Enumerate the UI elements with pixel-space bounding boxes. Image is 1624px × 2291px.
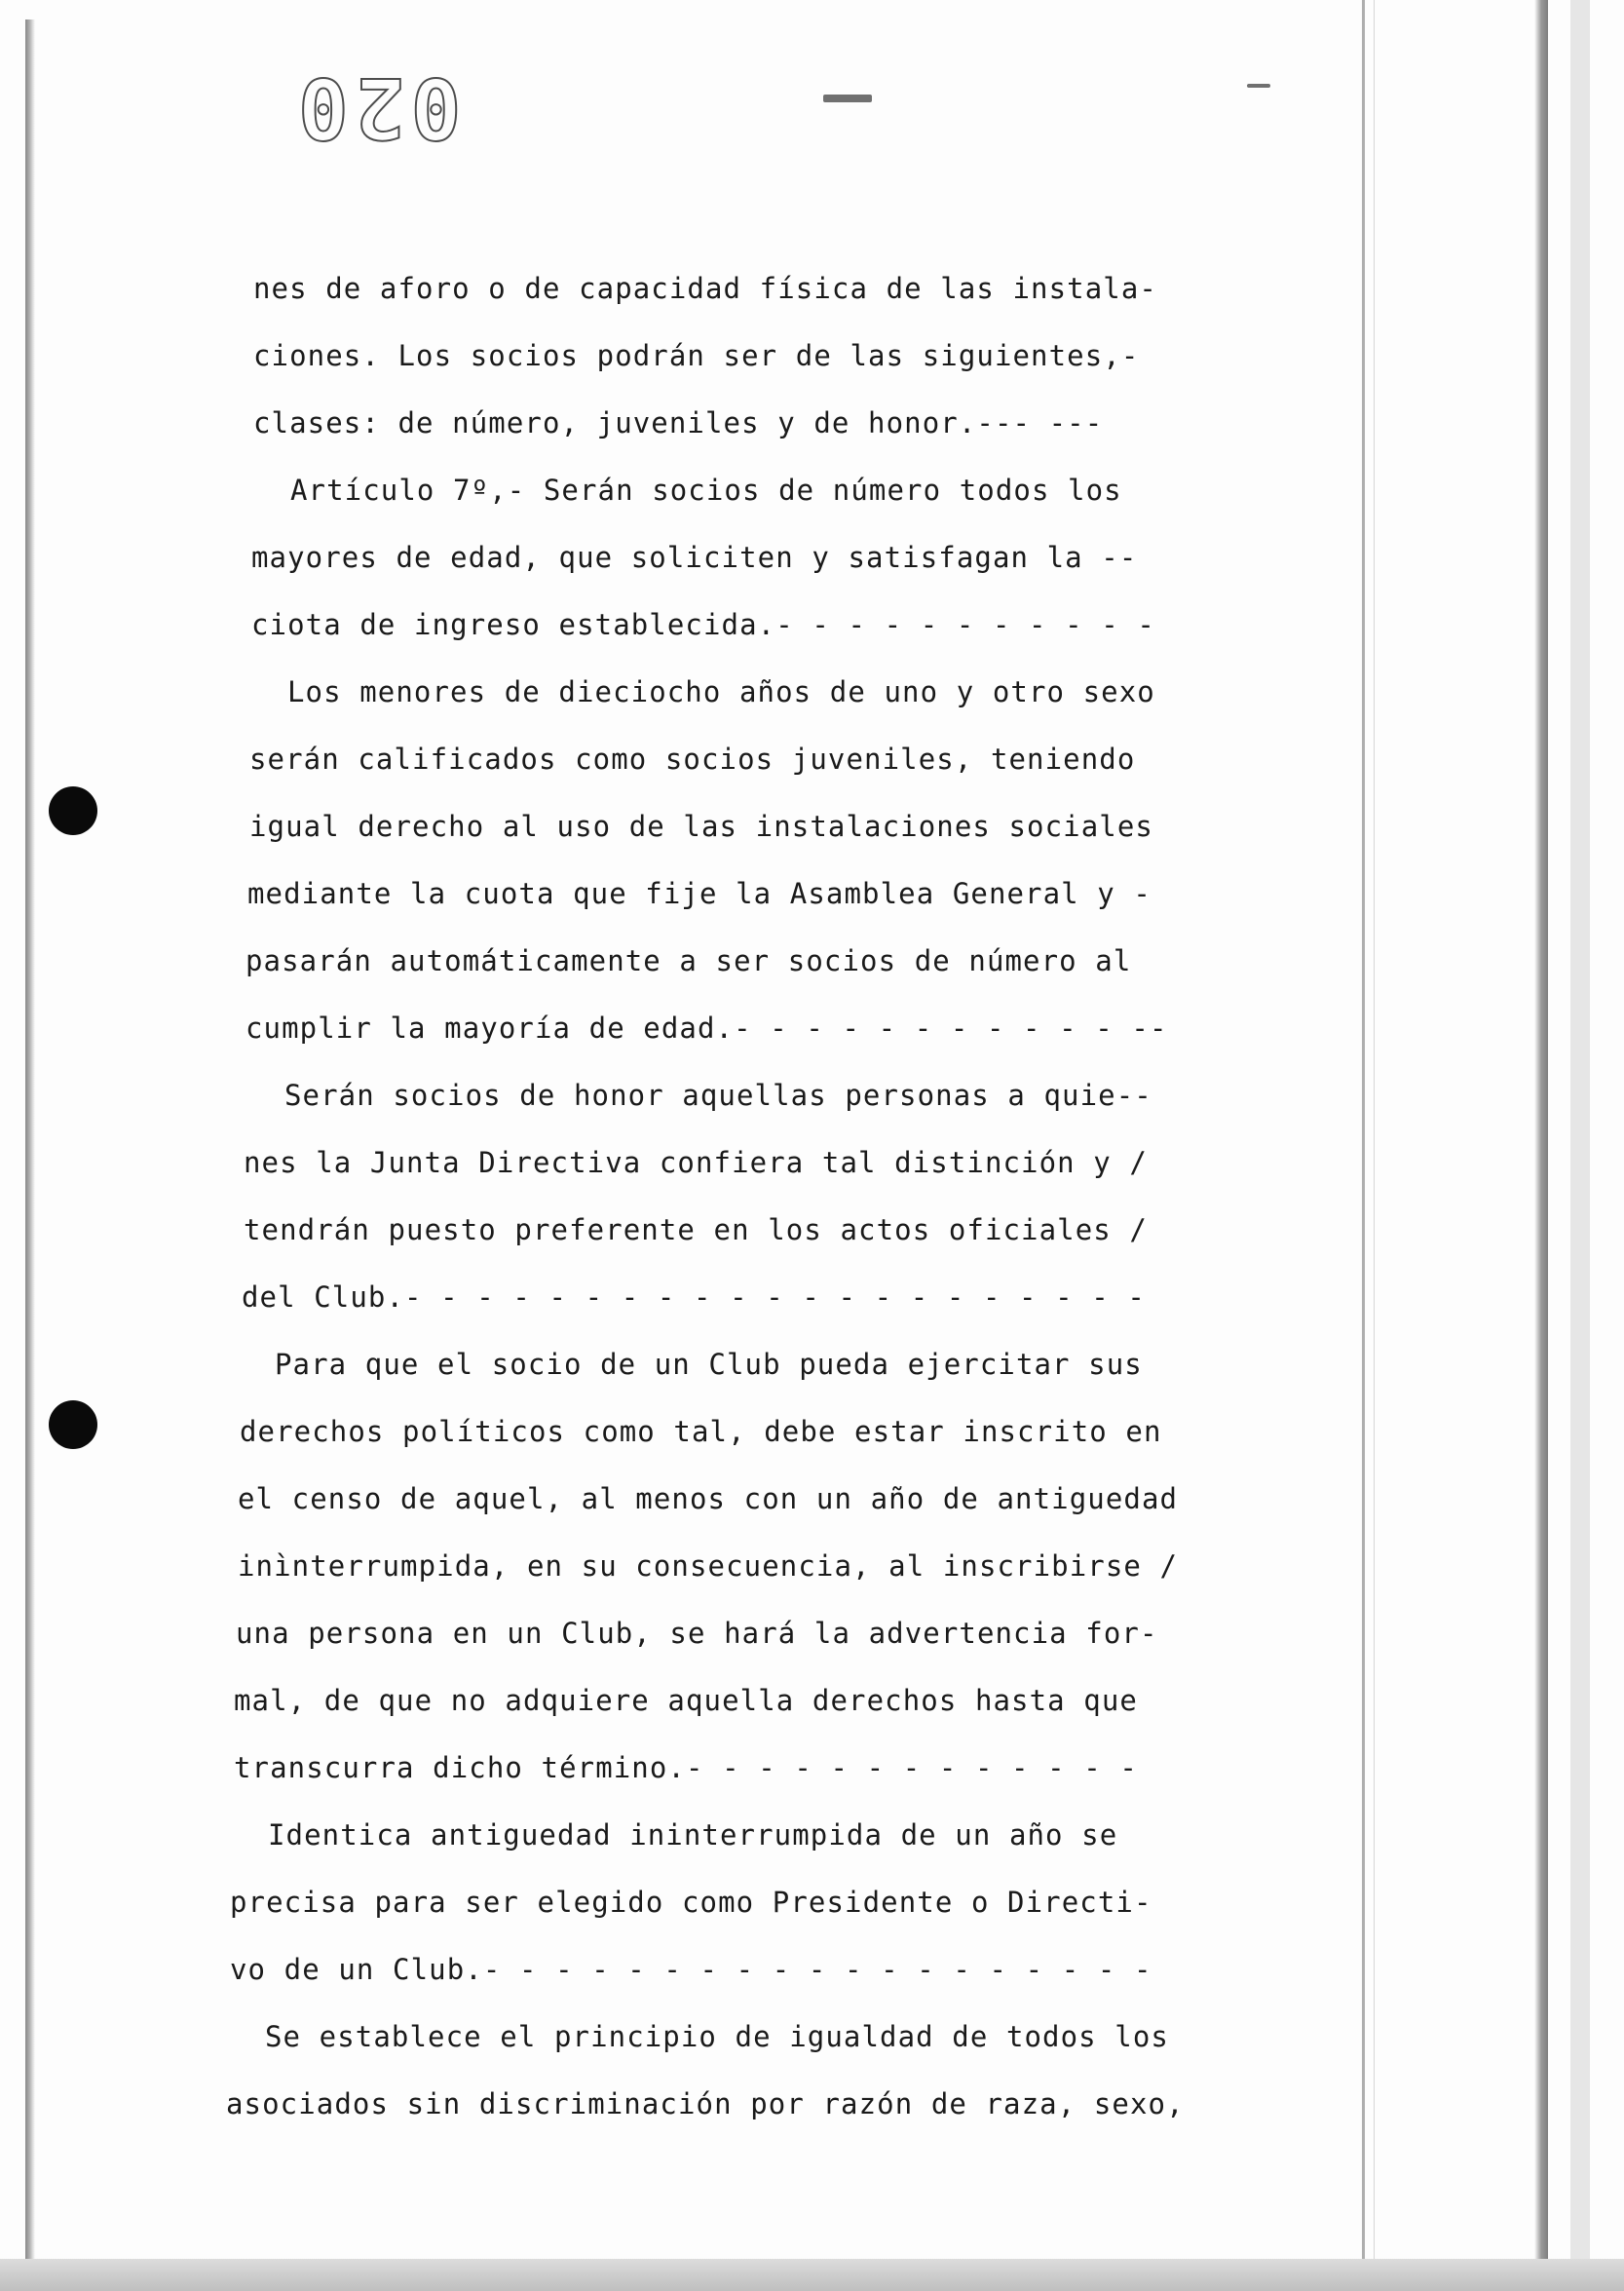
text-line: pasarán automáticamente a ser socios de número al bbox=[245, 944, 1132, 977]
text-line: nes la Junta Directiva confiera tal distinción y / bbox=[244, 1146, 1148, 1179]
ink-smudge bbox=[823, 95, 872, 102]
fold-line bbox=[1362, 0, 1365, 2291]
text-line: tendrán puesto preferente en los actos oficiales / bbox=[244, 1213, 1148, 1246]
text-line: vo de un Club.- - - - - - - - - - - - - - - - - - - bbox=[230, 1953, 1152, 1986]
text-line: nes de aforo o de capacidad física de las instala- bbox=[253, 272, 1157, 305]
text-line: el censo de aquel, al menos con un año de antiguedad bbox=[238, 1482, 1179, 1515]
text-line: mal, de que no adquiere aquella derechos hasta que bbox=[234, 1684, 1138, 1717]
text-line: una persona en un Club, se hará la advertencia for- bbox=[236, 1617, 1158, 1650]
text-line: asociados sin discriminación por razón de raza, sexo, bbox=[226, 2087, 1185, 2120]
text-line: Para que el socio de un Club pueda ejercitar sus bbox=[275, 1348, 1143, 1381]
text-line: Serán socios de honor aquellas personas a quie-- bbox=[284, 1079, 1152, 1112]
text-line: igual derecho al uso de las instalaciones sociales bbox=[249, 810, 1153, 843]
text-line: mediante la cuota que fije la Asamblea General y - bbox=[247, 877, 1152, 910]
text-line: ciones. Los socios podrán ser de las siguientes,- bbox=[253, 339, 1140, 372]
scan-edge-right bbox=[1534, 0, 1548, 2291]
text-line: mayores de edad, que soliciten y satisfagan la -- bbox=[251, 541, 1138, 574]
perforated-page-number-stamp: 020 bbox=[292, 58, 462, 156]
text-line: Artículo 7º,- Serán socios de número todos los bbox=[290, 474, 1122, 507]
punch-hole-top bbox=[49, 786, 97, 835]
fold-line-secondary bbox=[1374, 0, 1375, 2291]
text-line: inìnterrumpida, en su consecuencia, al inscribirse / bbox=[238, 1549, 1179, 1583]
text-line: serán calificados como socios juveniles, teniendo bbox=[249, 743, 1136, 776]
text-line: Identica antiguedad ininterrumpida de un año se bbox=[268, 1818, 1118, 1852]
text-line: Se establece el principio de igualdad de todos los bbox=[265, 2020, 1169, 2053]
text-line: cumplir la mayoría de edad.- - - - - - - - - - - -- bbox=[245, 1012, 1168, 1045]
text-line: ciota de ingreso establecida.- - - - - - - - - - - bbox=[251, 608, 1155, 641]
text-line: precisa para ser elegido como Presidente o Directi- bbox=[230, 1886, 1152, 1919]
text-line: clases: de número, juveniles y de honor.--- --- bbox=[253, 406, 1104, 439]
scan-edge-bottom bbox=[0, 2259, 1624, 2291]
punch-hole-bottom bbox=[49, 1400, 97, 1449]
scan-margin-right bbox=[1570, 0, 1590, 2291]
ink-smudge bbox=[1247, 84, 1270, 88]
text-line: del Club.- - - - - - - - - - - - - - - - - - - - - bbox=[242, 1280, 1146, 1314]
scan-edge-left bbox=[25, 19, 35, 2261]
text-line: Los menores de dieciocho años de uno y otro sexo bbox=[287, 675, 1155, 708]
text-line: derechos políticos como tal, debe estar inscrito en bbox=[240, 1415, 1162, 1448]
text-line: transcurra dicho término.- - - - - - - - - - - - - bbox=[234, 1751, 1138, 1784]
typewritten-text-block bbox=[224, 255, 1286, 2138]
